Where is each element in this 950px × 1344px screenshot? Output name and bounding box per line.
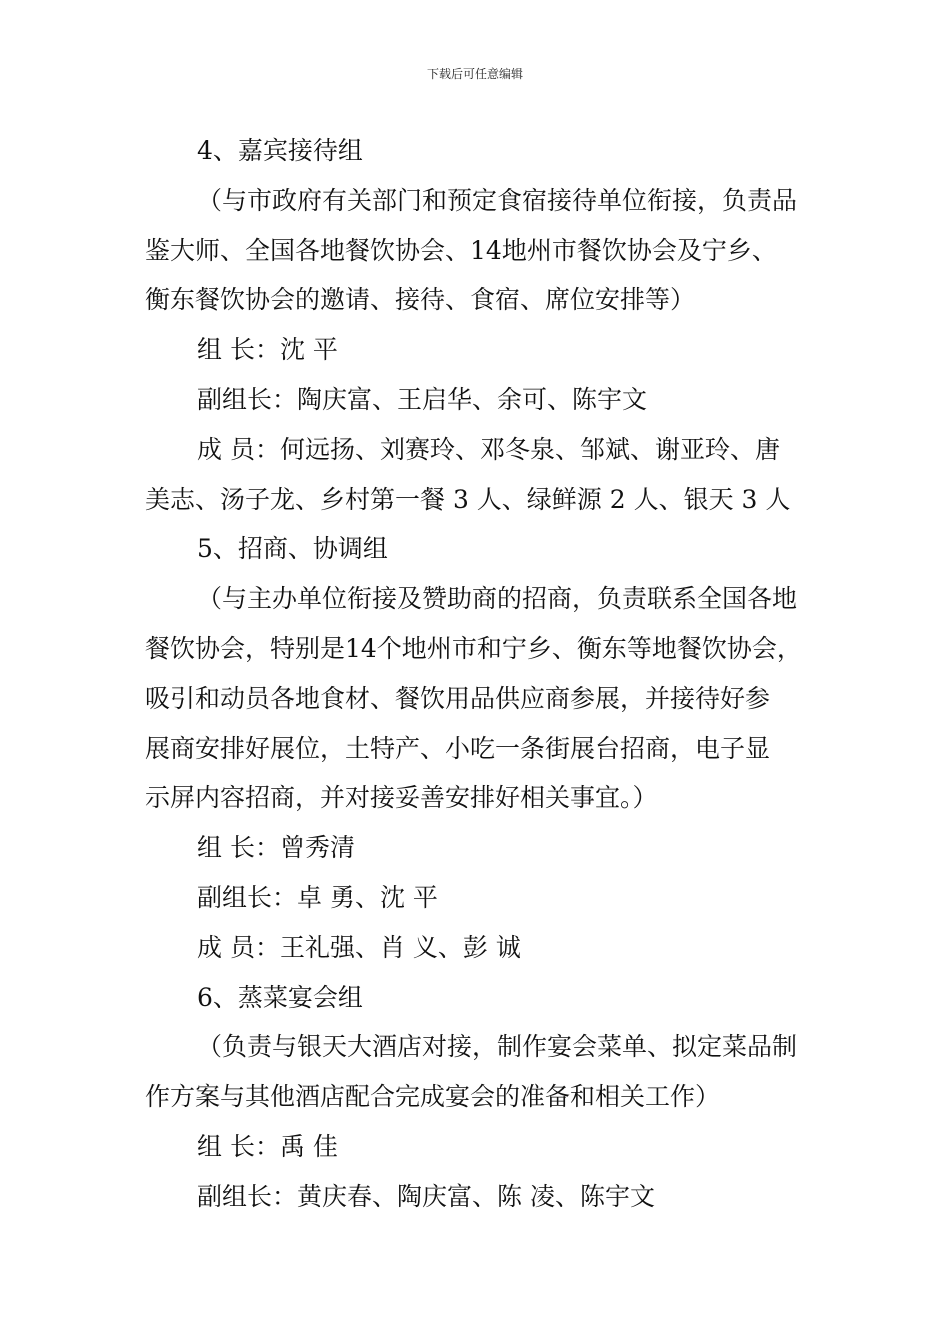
paragraph-line: 吸引和动员各地食材、餐饮用品供应商参展，并接待好参 [145,683,771,713]
section-heading-steamed-banquet: 6、蒸菜宴会组 [197,982,363,1012]
page-header-note: 下载后可任意编辑 [426,67,523,81]
paragraph-line: 展商安排好展位，土特产、小吃一条街展台招商，电子显 [145,733,771,763]
deputy-leader-line: 副组长：黄庆春、陶庆富、陈 凌、陈宇文 [197,1181,655,1211]
group-leader-line: 组 长：禹 佳 [197,1131,338,1161]
paragraph-line: （与主办单位衔接及赞助商的招商，负责联系全国各地 [197,584,798,614]
paragraph-line: 示屏内容招商，并对接妥善安排好相关事宜。） [145,783,658,813]
section-heading-guest-reception: 4、嘉宾接待组 [197,136,363,165]
paragraph-line: （与市政府有关部门和预定食宿接待单位衔接，负责品 [197,185,798,215]
paragraph-line: （负责与银天大酒店对接，制作宴会菜单、拟定菜品制 [197,1032,798,1062]
paragraph-line: 衡东餐饮协会的邀请、接待、食宿、席位安排等） [145,285,696,315]
members-line-continued: 美志、汤子龙、乡村第一餐 3 人、绿鲜源 2 人、银天 3 人 [145,484,791,514]
deputy-leader-line: 副组长：陶庆富、王启华、余可、陈宇文 [197,384,648,414]
document-body [145,126,825,1222]
paragraph-line: 餐饮协会，特别是14个地州市和宁乡、衡东等地餐饮协会， [145,633,802,663]
members-line: 成 员：何远扬、刘赛玲、邓冬泉、邹斌、谢亚玲、唐 [197,434,780,464]
paragraph-line: 作方案与其他酒店配合完成宴会的准备和相关工作） [145,1082,721,1112]
section-heading-investment-coordination: 5、招商、协调组 [197,534,388,564]
group-leader-line: 组 长：沈 平 [197,335,338,365]
group-leader-line: 组 长：曾秀清 [197,833,355,863]
deputy-leader-line: 副组长：卓 勇、沈 平 [197,882,438,912]
members-line: 成 员：王礼强、肖 义、彭 诚 [197,932,521,962]
paragraph-line: 鉴大师、全国各地餐饮协会、14地州市餐饮协会及宁乡、 [145,235,777,265]
